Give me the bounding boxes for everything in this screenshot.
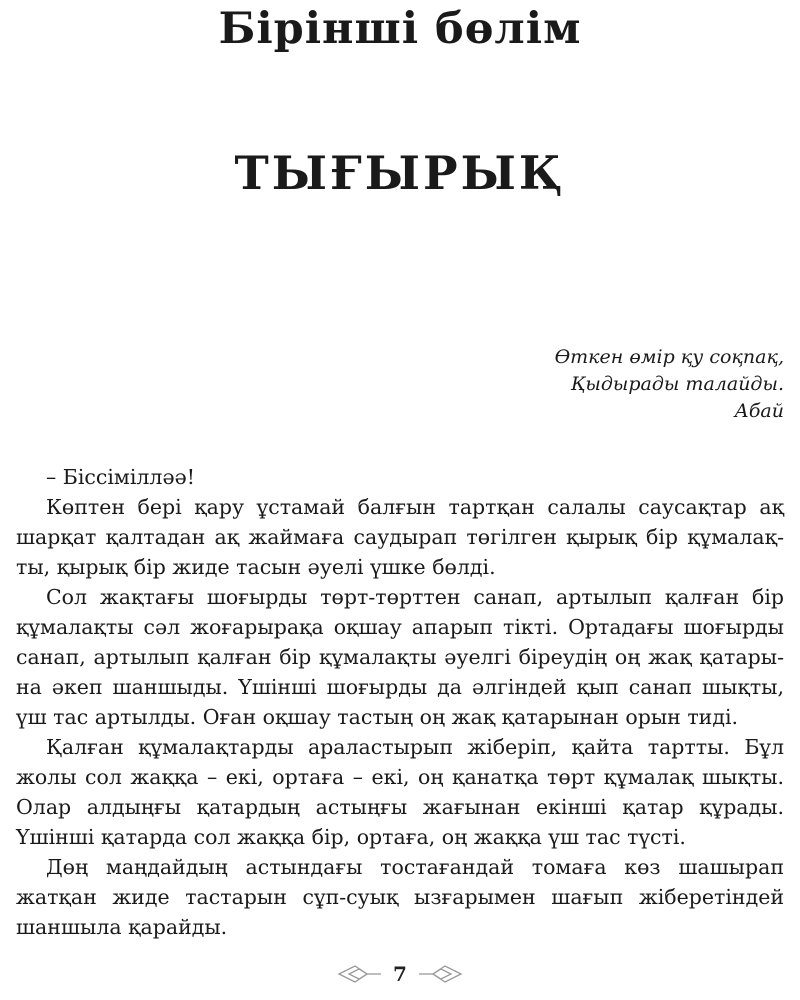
epigraph [555,344,784,425]
page-footer [0,957,800,991]
chapter-title: ТЫҒЫРЫҚ [234,146,566,200]
diamond-ornament-icon [417,962,463,986]
page-number: 7 [393,962,407,986]
part-title: Бірінші бөлім [218,4,582,54]
paragraph: Дөң маңдайдың астындағы тостағандай томаға көз шашырап жатқан жиде тастарын сұп-суық ызғарымен шағып жіберетіндей шаншыла қарайды. [16,855,784,939]
epigraph-line-2: Қыдырады талайды. [570,373,784,395]
diamond-ornament-icon [337,962,383,986]
paragraph: Қалған құмалақтарды араластырып жіберіп, қайта тартты. Бұл жолы сол жаққа – екі, ортаға – екі, оң қанатқа төрт құмалақ шықты. Олар алдыңғы қатардың астыңғы жағынан екінші қатар құрады. Үшінші қатарда сол жаққа бір, ортаға, оң жаққа үш тас түсті. [16,735,784,849]
epigraph-line-1: Өткен өмір қу соқпақ, [554,346,784,368]
paragraph: Көптен бері қару ұстамай балғын тартқан салалы саусақтар ақ шарқат қалтадан ақ жаймаға саудырап төгілген қырық бір құмалақты, қырық бір жиде тасын әуелі үшке бөлді. [16,495,784,579]
paragraph: Сол жақтағы шоғырды төрт-төрттен санап, артылып қалған бір құмалақты сәл жоғарырақа оқшау апарып тікті. Ортадағы шоғырды санап, артылып қалған бір құмалақты әуелгі біреудің оң жақ қатарына әкеп шаншыды. Үшінші шоғырды да әлгіндей қып санап шықты, үш тас артылды. Оған оқшау тастың оң жақ қатарынан орын тиді. [16,585,784,729]
epigraph-author: Абай [734,400,784,422]
body-text [16,462,784,942]
paragraph: – Біссімілләә! [46,465,195,489]
